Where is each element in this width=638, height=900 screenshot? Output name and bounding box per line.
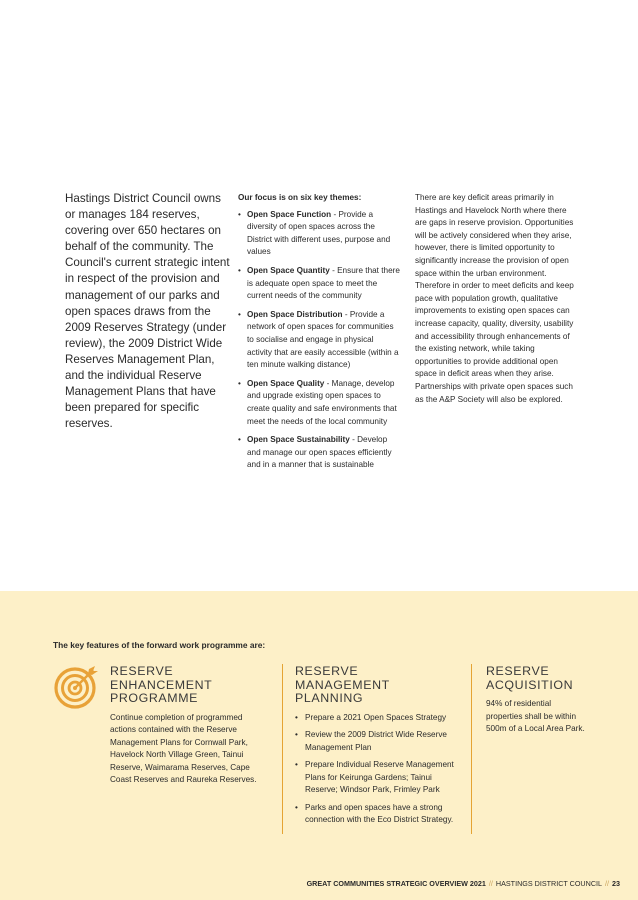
theme-title: Open Space Quality: [247, 378, 325, 388]
theme-text: - Manage, develop and upgrade existing open spaces to create quality and safe environments that meet the needs of the local community: [247, 378, 397, 426]
heading-line: ACQUISITION: [486, 677, 574, 692]
reserve-management-list: [295, 712, 455, 827]
page-footer: [307, 879, 620, 888]
reserve-management-heading: [295, 665, 455, 706]
deficit-paragraph: There are key deficit areas primarily in Hastings and Havelock North where there are gaps in reserve provision. Opportunities will be actively considered when they arise, however, there is limited opportunity to significantly increase the provision of open space within the urban environment. Therefore in order to meet deficits and keep pace with population growth, qualitative improvements to existing open spaces can increase capacity, quality, diversity, usability and accessibility through enhancements of the existing network, while taking opportunities to provide additional open space in deficit areas when they arise. Partnerships with private open spaces such as the A&P Society will also be explored.: [415, 193, 574, 404]
theme-item: [238, 309, 400, 372]
list-item: • Prepare a 2021 Open Spaces Strategy: [295, 712, 455, 725]
footer-title: GREAT COMMUNITIES STRATEGIC OVERVIEW 2021: [306, 879, 486, 888]
theme-item: [238, 209, 400, 259]
theme-item: [238, 378, 400, 428]
footer-separator: //: [605, 879, 609, 888]
divider: [282, 664, 283, 834]
reserve-management-section: [295, 665, 455, 832]
theme-title: Open Space Distribution: [247, 309, 343, 319]
theme-text: - Provide a diversity of open spaces across the District with different uses, purpose and values: [247, 209, 391, 257]
themes-column: [238, 192, 400, 478]
theme-title: Open Space Function: [247, 209, 332, 219]
theme-text: - Ensure that there is adequate open space to meet the current needs of the community: [247, 265, 400, 301]
themes-list: [238, 209, 400, 472]
reserve-enhancement-body: Continue completion of programmed actions contained with the Reserve Management Plans for Cornwall Park, Havelock North Village Green, Tainui Reserve, Waimarama Reserves, Cape Coast Reserves and Raureka Reserves.: [110, 712, 257, 784]
list-item: • Prepare Individual Reserve Management Plans for Keirunga Gardens; Tainui Reserve; Windsor Park, Frimley Park: [295, 759, 455, 797]
page-number: 23: [612, 879, 620, 888]
reserve-acquisition-body: 94% of residential properties shall be within 500m of a Local Area Park.: [486, 699, 585, 733]
list-item: • Review the 2009 District Wide Reserve Management Plan: [295, 729, 455, 754]
heading-line: RESERVE ENHANCEMENT: [110, 664, 213, 692]
reserve-acquisition-section: [486, 665, 586, 736]
features-title: The key features of the forward work programme are:: [53, 640, 266, 650]
target-icon: [53, 664, 99, 710]
reserve-enhancement-section: [110, 665, 270, 787]
heading-line: PLANNING: [295, 691, 364, 705]
theme-title: Open Space Quantity: [247, 265, 330, 275]
divider: [471, 664, 472, 834]
heading-line: RESERVE: [486, 664, 550, 678]
reserve-enhancement-heading: [110, 665, 270, 706]
themes-heading: Our focus is on six key themes:: [238, 193, 362, 202]
theme-title: Open Space Sustainability: [247, 435, 350, 445]
heading-line: PROGRAMME: [110, 691, 199, 705]
footer-separator: //: [488, 879, 493, 888]
intro-paragraph: Hastings District Council owns or manages 184 reserves, covering over 650 hectares on behalf of the community. The Council's current strategic intent in respect of the provision and management of our parks and open spaces draws from the 2009 Reserves Strategy (under review), the 2009 District Wide Reserves Management Plan, and the individual Reserve Management Plans that have been prepared for specific reserves.: [65, 192, 230, 431]
theme-item: [238, 434, 400, 472]
theme-text: - Provide a network of open spaces for communities to socialise and engage in physical activity that are easily accessible (within a ten minute walking distance): [247, 309, 399, 370]
theme-item: [238, 265, 400, 303]
footer-org: HASTINGS DISTRICT COUNCIL: [495, 879, 602, 888]
list-item: • Parks and open spaces have a strong connection with the Eco District Strategy.: [295, 802, 455, 827]
heading-line: RESERVE MANAGEMENT: [295, 664, 390, 692]
theme-text: - Develop and manage our open spaces efficiently and in a manner that is sustainable: [247, 435, 392, 470]
reserve-acquisition-heading: [486, 665, 586, 692]
